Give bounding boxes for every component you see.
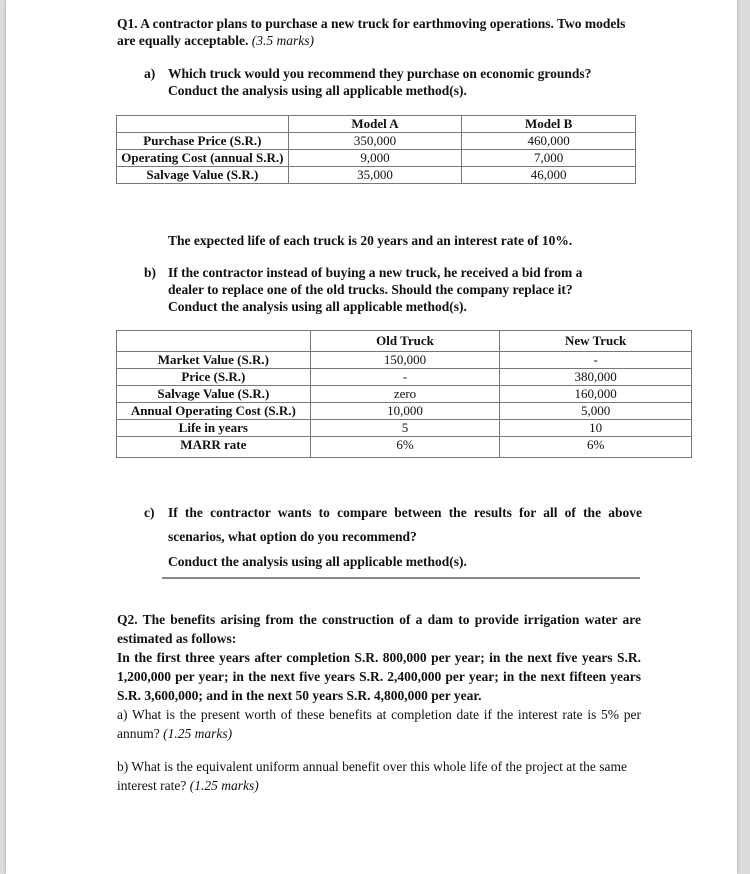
row-label: Market Value (S.R.) bbox=[117, 352, 311, 369]
q1-marks: (3.5 marks) bbox=[251, 33, 314, 48]
table-cell: 150,000 bbox=[310, 352, 500, 369]
q1-part-a-question bbox=[168, 65, 638, 99]
row-label: Salvage Value (S.R.) bbox=[117, 386, 311, 403]
q1-part-c-label: c) bbox=[144, 505, 155, 520]
table-row bbox=[117, 150, 636, 167]
model-b-header: Model B bbox=[462, 116, 636, 133]
q1-part-a-label: a) bbox=[144, 66, 156, 81]
q1-title-text: Q1. A contractor plans to purchase a new truck for earthmoving operations. Two models are equally acceptable. bbox=[117, 16, 626, 48]
row-label: Annual Operating Cost (S.R.) bbox=[117, 403, 311, 420]
q1-title bbox=[117, 15, 637, 49]
q2-part-b bbox=[117, 757, 641, 795]
q2-block bbox=[117, 610, 641, 743]
table-cell: zero bbox=[310, 386, 500, 403]
table-row bbox=[117, 437, 692, 458]
table-cell: 46,000 bbox=[462, 167, 636, 184]
q1-part-c-line2: scenarios, what option do you recommend? bbox=[168, 529, 417, 544]
table-cell: 5 bbox=[310, 420, 500, 437]
table-cell: 460,000 bbox=[462, 133, 636, 150]
row-label: MARR rate bbox=[117, 437, 311, 458]
row-label: Price (S.R.) bbox=[117, 369, 311, 386]
truck-models-table bbox=[116, 115, 636, 184]
q1-part-b-line3: Conduct the analysis using all applicable method(s). bbox=[168, 299, 467, 314]
table-row bbox=[117, 420, 692, 437]
table-row bbox=[117, 133, 636, 150]
old-truck-header: Old Truck bbox=[310, 331, 500, 352]
table-cell: 6% bbox=[500, 437, 692, 458]
truck-replacement-table bbox=[116, 330, 692, 458]
table-cell: 7,000 bbox=[462, 150, 636, 167]
table-cell: 6% bbox=[310, 437, 500, 458]
table-cell: 10 bbox=[500, 420, 692, 437]
q2-intro: Q2. The benefits arising from the construction of a dam to provide irrigation water are estimated as follows: bbox=[117, 612, 641, 646]
q1-part-b-question bbox=[168, 264, 648, 315]
q1-part-b-line1: If the contractor instead of buying a new truck, he received a bid from a bbox=[168, 265, 583, 280]
table-cell: 380,000 bbox=[500, 369, 692, 386]
table-row bbox=[117, 369, 692, 386]
table-cell: 350,000 bbox=[288, 133, 462, 150]
table-row bbox=[117, 386, 692, 403]
q2-details: In the first three years after completion S.R. 800,000 per year; in the next five years S.R. 1,200,000 per year; in the next five years S.R. 2,400,000 per year; in the next fifteen years S.R. 3,600,000; and in the next 50 years S.R. 4,800,000 per year. bbox=[117, 650, 641, 703]
q2-part-b-text: b) What is the equivalent uniform annual benefit over this whole life of the project at the same interest rate? bbox=[117, 759, 627, 793]
table-row bbox=[117, 403, 692, 420]
section-divider bbox=[162, 577, 640, 579]
model-a-header: Model A bbox=[288, 116, 462, 133]
q2-part-a bbox=[117, 705, 641, 743]
q2-part-a-marks: (1.25 marks) bbox=[163, 726, 233, 741]
q1-part-b-line2: dealer to replace one of the old trucks. Should the company replace it? bbox=[168, 282, 573, 297]
q1-part-c-line1: If the contractor wants to compare between the results for all of the above bbox=[168, 505, 642, 520]
table-row bbox=[117, 167, 636, 184]
table-cell: - bbox=[310, 369, 500, 386]
q1-part-a-line1: Which truck would you recommend they purchase on economic grounds? bbox=[168, 66, 592, 81]
table-cell: 9,000 bbox=[288, 150, 462, 167]
table-cell: - bbox=[500, 352, 692, 369]
new-truck-header: New Truck bbox=[500, 331, 692, 352]
q1-part-c-line3: Conduct the analysis using all applicable method(s). bbox=[168, 554, 467, 569]
table-header-cell bbox=[117, 331, 311, 352]
table-row bbox=[117, 331, 692, 352]
document-page bbox=[6, 0, 737, 874]
table-cell: 35,000 bbox=[288, 167, 462, 184]
row-label: Life in years bbox=[117, 420, 311, 437]
q1-part-b-label: b) bbox=[144, 265, 157, 280]
table-header-cell bbox=[117, 116, 289, 133]
row-label: Operating Cost (annual S.R.) bbox=[117, 150, 289, 167]
q2-part-b-marks: (1.25 marks) bbox=[189, 778, 259, 793]
expected-life-note: The expected life of each truck is 20 years and an interest rate of 10%. bbox=[168, 233, 573, 248]
q1-part-a-line2: Conduct the analysis using all applicable method(s). bbox=[168, 83, 467, 98]
table-row bbox=[117, 116, 636, 133]
table-cell: 160,000 bbox=[500, 386, 692, 403]
table-cell: 5,000 bbox=[500, 403, 692, 420]
table-row bbox=[117, 352, 692, 369]
table-cell: 10,000 bbox=[310, 403, 500, 420]
q2-part-a-text: a) What is the present worth of these benefits at completion date if the interest rate is 5% per annum? bbox=[117, 707, 641, 741]
row-label: Salvage Value (S.R.) bbox=[117, 167, 289, 184]
row-label: Purchase Price (S.R.) bbox=[117, 133, 289, 150]
